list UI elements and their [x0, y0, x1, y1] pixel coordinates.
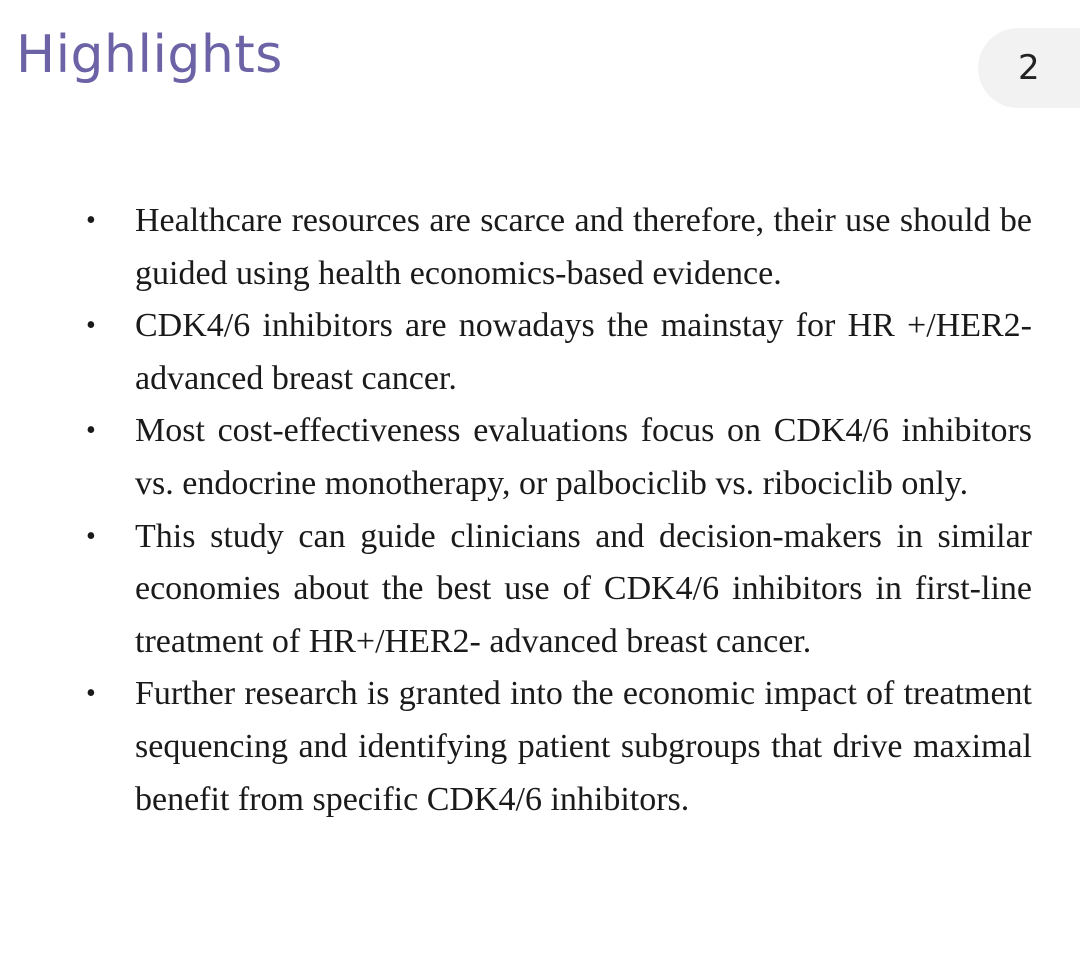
bullet-icon: •	[86, 678, 96, 710]
page-number: 2	[1018, 48, 1040, 88]
list-item	[0, 668, 1080, 826]
highlights-list	[0, 195, 1080, 826]
bullet-icon: •	[86, 310, 96, 342]
highlight-text: Most cost-effectiveness evaluations focus on CDK4/6 inhibitors vs. endocrine monotherapy, or palbociclib vs. ribociclib only.	[135, 412, 1032, 502]
bullet-icon: •	[86, 205, 96, 236]
highlight-text: Further research is granted into the economic impact of treatment sequencing and identifying patient subgroups that drive maximal benefit from specific CDK4/6 inhibitors.	[135, 675, 1032, 818]
bullet-icon: •	[86, 415, 96, 447]
highlight-text: This study can guide clinicians and decision-makers in similar economies about the best use of CDK4/6 inhibitors in first-line treatment of HR+/HER2- advanced breast cancer.	[135, 517, 1032, 660]
highlight-text: Healthcare resources are scarce and therefore, their use should be guided using health economics-based evidence.	[135, 202, 1032, 292]
list-item	[0, 405, 1080, 510]
page-number-badge	[978, 28, 1080, 108]
bullet-icon: •	[86, 520, 96, 552]
list-item	[0, 511, 1080, 669]
highlight-text: CDK4/6 inhibitors are nowadays the mainstay for HR +/HER2- advanced breast cancer.	[135, 307, 1032, 397]
list-item	[0, 195, 1080, 300]
list-item	[0, 300, 1080, 405]
page-title: Highlights	[16, 25, 283, 85]
